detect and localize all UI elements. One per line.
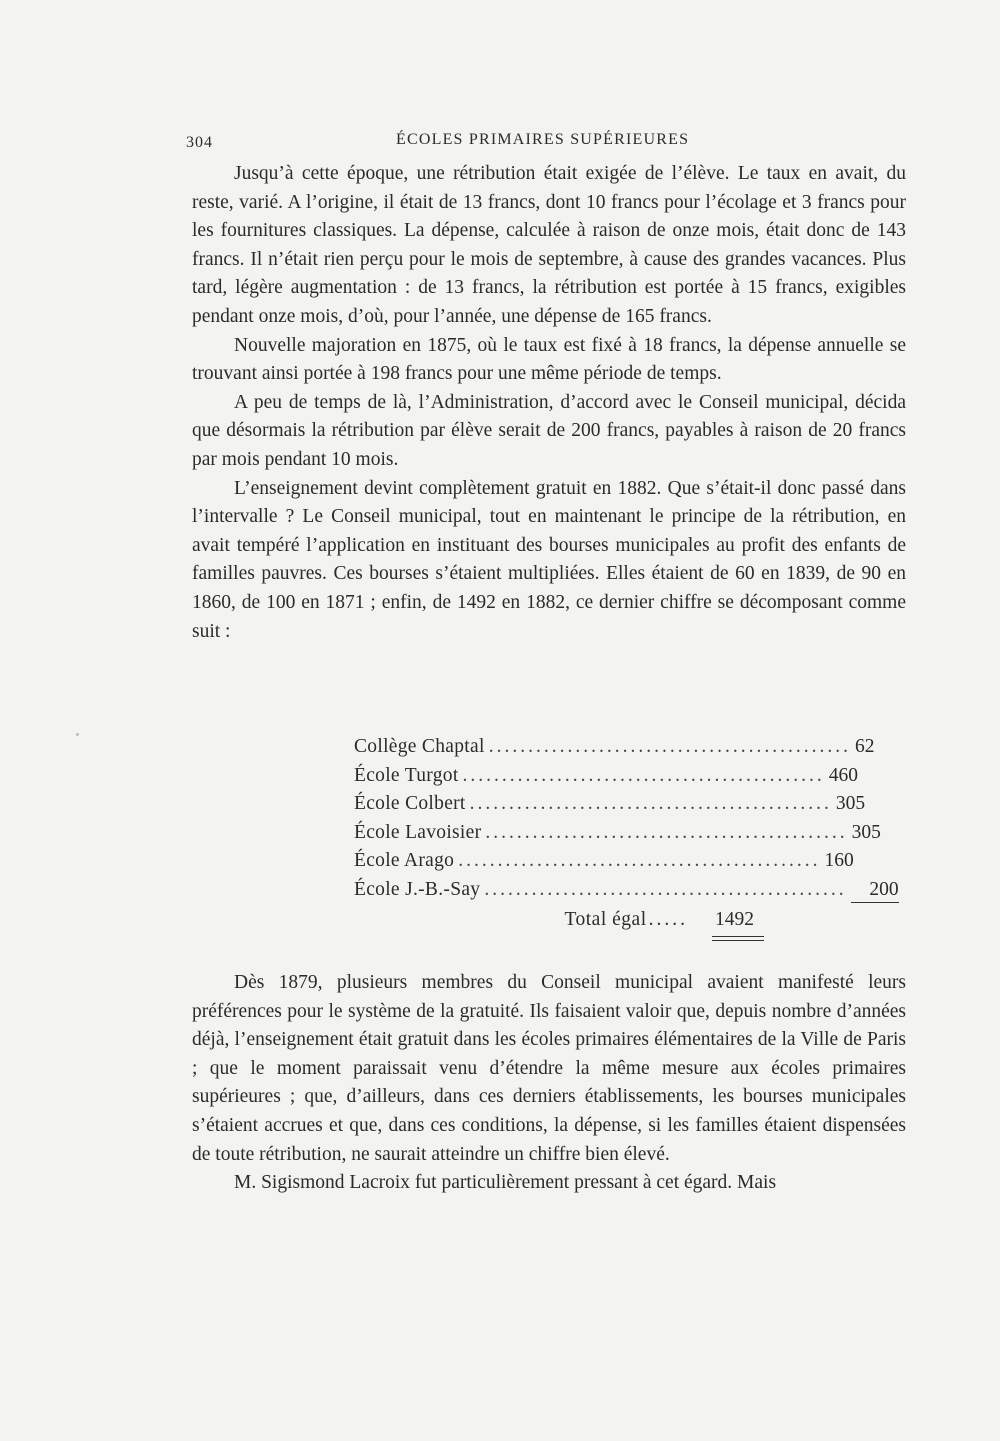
body-text-continued — [192, 969, 906, 1198]
table-row — [354, 819, 881, 848]
paragraph: Jusqu’à cette époque, une rétribution était exigée de l’élève. Le taux en avait, du reste, varié. A l’origine, il était de 13 francs, dont 10 francs pour l’écolage et 3 francs pour les fournitures classiques. La dépense, calculée à raison de onze mois, était donc de 143 francs. Il n’était rien perçu pour le mois de septembre, à cause des grandes vacances. Plus tard, légère augmentation : de 13 francs, la rétribution est portée à 15 francs, exigibles pendant onze mois, d’où, pour l’année, une dépense de 165 francs. — [192, 163, 906, 327]
bursary-count-value: 200 — [851, 878, 899, 903]
leader-dots: .............................................. — [458, 850, 821, 872]
leader-dots: .............................................. — [462, 764, 825, 786]
table-row — [354, 762, 859, 791]
school-name: École Colbert — [354, 793, 466, 815]
bursary-count — [851, 876, 899, 905]
leader-dots: .............................................. — [485, 821, 848, 843]
bursary-count: 160 — [824, 850, 854, 872]
bursary-count: 62 — [854, 736, 875, 757]
school-name: École J.-B.-Say — [354, 878, 481, 900]
page-number: 304 — [186, 134, 213, 151]
bursary-count: 305 — [835, 793, 866, 815]
total-value-text: 1492 — [715, 908, 754, 930]
running-head: ÉCOLES PRIMAIRES SUPÉRIEURES — [396, 131, 690, 148]
paragraph: L’enseignement devint complètement gratuit en 1882. Que s’était-il donc passé dans l’intervalle ? Le Conseil municipal, tout en maintenant le principe de la rétribution, en avait tempéré l’application en instituant des bourses municipales au profit des enfants de familles pauvres. Ces bourses s’étaient multipliées. Elles étaient de 60 en 1839, de 90 en 1860, de 100 en 1871 ; enfin, de 1492 en 1882, ce dernier chiffre se décomposant comme suit : — [192, 477, 906, 642]
page-header — [186, 131, 906, 157]
total-label: Total égal — [564, 908, 647, 930]
school-name: Collège Chaptal — [354, 736, 485, 757]
double-rule — [712, 936, 764, 941]
paper-speck — [76, 733, 79, 736]
total-value — [694, 905, 754, 935]
bursary-count: 460 — [828, 764, 859, 786]
paragraph: A peu de temps de là, l’Administration, d’accord avec le Conseil municipal, décida que désormais la rétribution par élève serait de 200 francs, payables à raison de 20 francs par mois pendant 10 mois. — [192, 391, 906, 470]
school-name: École Lavoisier — [354, 821, 482, 843]
bursary-count: 305 — [851, 821, 881, 843]
paragraph: M. Sigismond Lacroix fut particulièrement pressant à cet égard. Mais — [234, 1172, 777, 1194]
leader-dots: .............................................. — [484, 878, 847, 900]
body-text — [192, 160, 906, 646]
table-row — [354, 847, 854, 876]
paragraph: Dès 1879, plusieurs membres du Conseil municipal avaient manifesté leurs préférences pour le système de la gratuité. Ils faisaient valoir que, depuis nombre d’années déjà, l’enseignement était gratuit dans les écoles primaires élémentaires de la Ville de Paris ; que le moment paraissait venu d’étendre la même mesure aux écoles primaires supérieures ; que, d’ailleurs, dans ces derniers établissements, les bourses municipales s’étaient accrues et que, dans ces conditions, la dépense, si les familles étaient dispensées de toute rétribution, ne saurait atteindre un chiffre bien élevé. — [192, 972, 906, 1165]
school-name: École Arago — [354, 850, 455, 872]
school-name: École Turgot — [354, 764, 459, 786]
paragraph: Nouvelle majoration en 1875, où le taux est fixé à 18 francs, la dépense annuelle se trouvant ainsi portée à 198 francs pour une même période de temps. — [192, 334, 906, 385]
table-row — [354, 876, 899, 905]
leader-dots: .............................................. — [488, 736, 851, 757]
table-row — [354, 790, 866, 819]
total-row — [354, 905, 764, 935]
leader-dots: ..... — [648, 908, 688, 930]
bursary-table — [354, 733, 899, 935]
table-row — [354, 733, 875, 762]
leader-dots: .............................................. — [469, 793, 832, 815]
